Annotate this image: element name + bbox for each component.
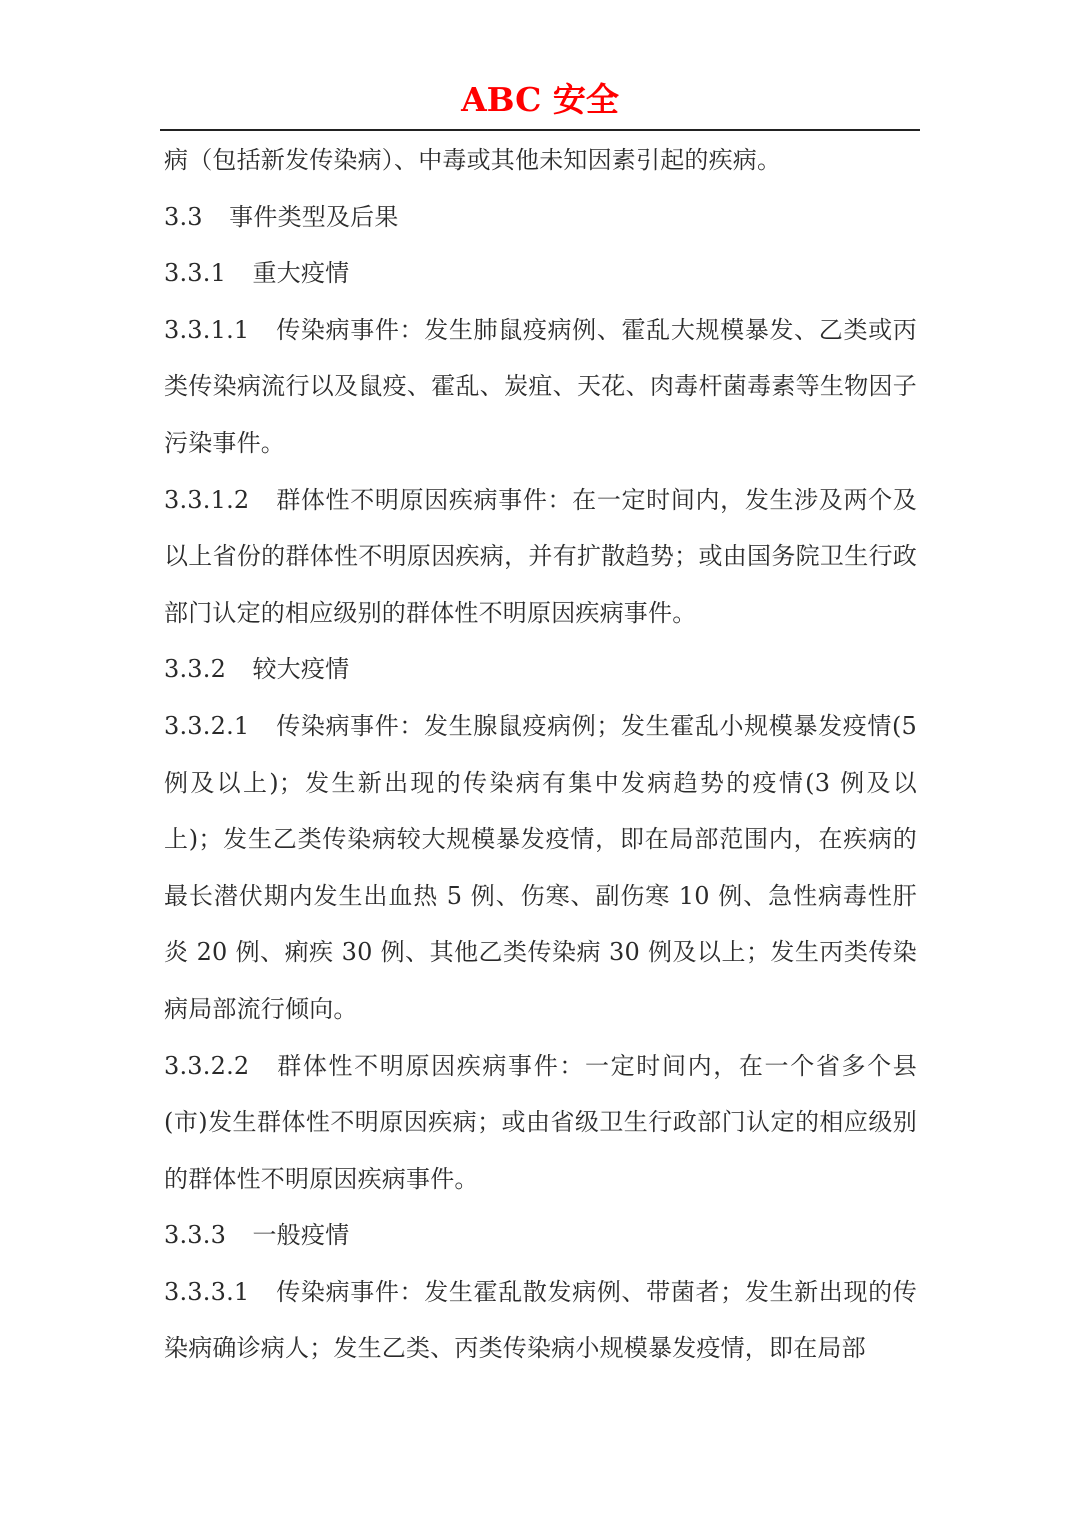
document-body bbox=[164, 132, 917, 1377]
clause-paragraph bbox=[164, 1264, 917, 1377]
section-heading bbox=[164, 245, 917, 302]
section-heading bbox=[164, 189, 917, 246]
clause-number: 3.3.2.2 bbox=[164, 1051, 250, 1080]
section-number: 3.3.1 bbox=[164, 259, 227, 288]
paragraph-continuation bbox=[164, 132, 917, 189]
section-title: 一般疫情 bbox=[252, 1221, 350, 1250]
clause-number: 3.3.1.2 bbox=[164, 485, 250, 514]
clause-number: 3.3.2.1 bbox=[164, 711, 250, 740]
clause-paragraph bbox=[164, 698, 917, 1038]
section-number: 3.3.3 bbox=[164, 1221, 227, 1250]
paragraph-text: 病（包括新发传染病）、中毒或其他未知因素引起的疾病。 bbox=[164, 146, 782, 174]
section-number: 3.3 bbox=[164, 202, 203, 231]
section-number: 3.3.2 bbox=[164, 655, 227, 684]
paragraph-text: 传染病事件：发生肺鼠疫病例、霍乱大规模暴发、乙类或丙类传染病流行以及鼠疫、霍乱、炭疽、天花、肉毒杆菌毒素等生物因子污染事件。 bbox=[164, 315, 917, 457]
section-heading bbox=[164, 641, 917, 698]
clause-paragraph bbox=[164, 472, 917, 642]
section-title: 较大疫情 bbox=[252, 655, 350, 684]
header-divider bbox=[160, 129, 920, 131]
clause-paragraph bbox=[164, 1038, 917, 1208]
paragraph-text: 群体性不明原因疾病事件：在一定时间内，发生涉及两个及以上省份的群体性不明原因疾病，并有扩散趋势；或由国务院卫生行政部门认定的相应级别的群体性不明原因疾病事件。 bbox=[164, 485, 917, 627]
paragraph-text: 传染病事件：发生霍乱散发病例、带菌者；发生新出现的传染病确诊病人；发生乙类、丙类传染病小规模暴发疫情，即在局部 bbox=[164, 1277, 917, 1363]
paragraph-text: 群体性不明原因疾病事件：一定时间内，在一个省多个县(市)发生群体性不明原因疾病；或由省级卫生行政部门认定的相应级别的群体性不明原因疾病事件。 bbox=[164, 1051, 917, 1193]
section-title: 事件类型及后果 bbox=[229, 202, 399, 231]
section-heading bbox=[164, 1207, 917, 1264]
header-title: ABC 安全 bbox=[461, 80, 619, 119]
section-title: 重大疫情 bbox=[252, 259, 350, 288]
clause-number: 3.3.3.1 bbox=[164, 1277, 250, 1306]
clause-number: 3.3.1.1 bbox=[164, 315, 250, 344]
paragraph-text: 传染病事件：发生腺鼠疫病例；发生霍乱小规模暴发疫情(5 例及以上)；发生新出现的传染病有集中发病趋势的疫情(3 例及以上)；发生乙类传染病较大规模暴发疫情，即在局部范围内，在疾病的最长潜伏期内发生出血热 5 例、伤寒、副伤寒 10 例、急性病毒性肝炎 20 例、痢疾 30 例、其他乙类传染病 30 例及以上；发生丙类传染病局部流行倾向。 bbox=[164, 711, 917, 1023]
clause-paragraph bbox=[164, 302, 917, 472]
